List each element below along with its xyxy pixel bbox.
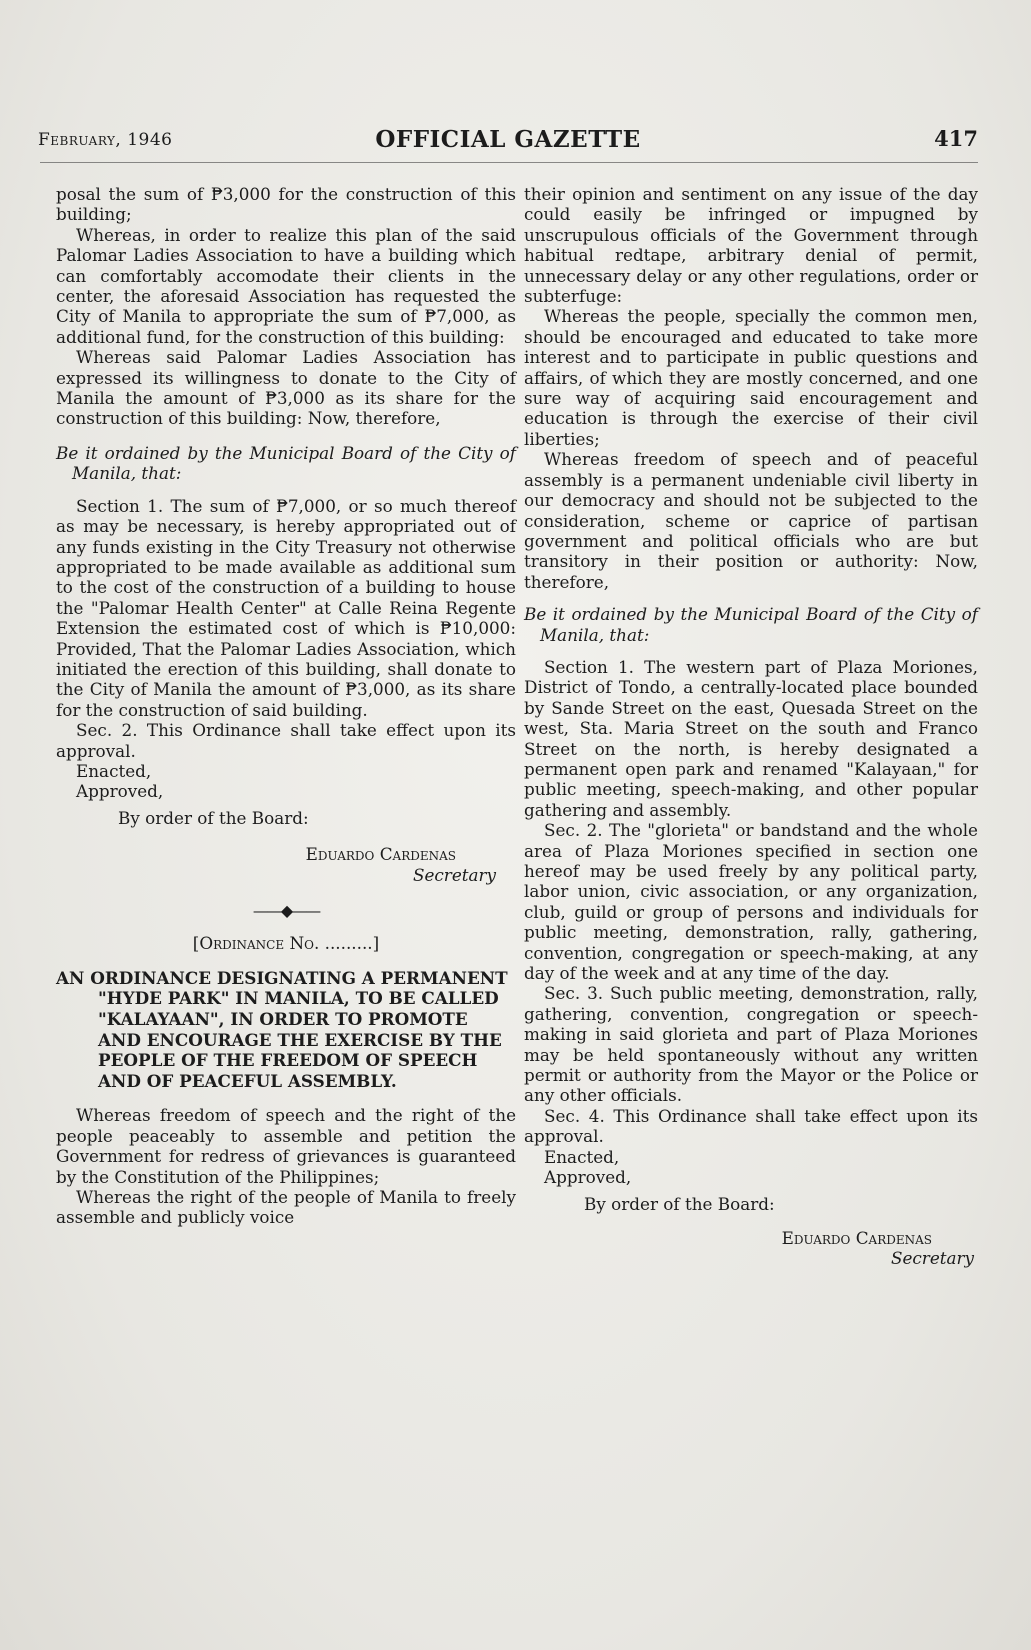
signatory-title: Secretary bbox=[412, 864, 496, 885]
header-rule bbox=[40, 162, 978, 163]
signatory-title: Secretary bbox=[890, 1248, 974, 1269]
section-3: Sec. 3. Such public meeting, demonstration, rally, gathering, convention, congregation or speech-making in said glorieta and part of Plaza Moriones may be held spontaneously without any written permit or authority from the Mayor or the Police or any other officials. bbox=[524, 983, 978, 1106]
page-number: 417 bbox=[934, 126, 978, 151]
ordinance-number: [Ordinance No. .........] bbox=[192, 933, 380, 954]
enacting-clause: Be it ordained by the Municipal Board of the City of Manila, that: bbox=[524, 604, 978, 645]
paragraph: posal the sum of ₱3,000 for the construction of this building; bbox=[56, 184, 516, 225]
whereas-clause: Whereas freedom of speech and of peaceful assembly is a permanent undeniable civil liberty in our democracy and should not be subjected to the consideration, scheme or caprice of partisan government and political officials who are but transitory in their position or authority: Now, therefore, bbox=[524, 449, 978, 592]
left-column bbox=[56, 184, 516, 1228]
enacted-label: Enacted, bbox=[76, 760, 152, 781]
signatory-name: Eduardo Cardenas bbox=[781, 1227, 932, 1248]
section-1: Section 1. The sum of ₱7,000, or so much thereof as may be necessary, is hereby appropriated out of any funds existing in the City Treasury not otherwise appropriated to be made available as additional sum to the cost of the construction of a building to house the "Palomar Health Center" at Calle Reina Regente Extension the estimated cost of which is ₱10,000: Provided, That the Palomar Ladies Association, which initiated the erection of this building, shall donate to the City of Manila the amount of ₱3,000, as its share for the construction of said building. bbox=[56, 495, 516, 720]
page-header bbox=[38, 122, 978, 156]
by-order-line: By order of the Board: bbox=[584, 1193, 775, 1214]
signatory-name: Eduardo Cardenas bbox=[305, 844, 456, 865]
whereas-clause: Whereas, in order to realize this plan of the said Palomar Ladies Association to have a building which can comfortably accomodate their clients in the center, the aforesaid Association has requested the City of Manila to appropriate the sum of ₱7,000, as additional fund, for the construction of this building: bbox=[56, 224, 516, 347]
section-divider: ——◆—— bbox=[252, 901, 320, 920]
section-1: Section 1. The western part of Plaza Moriones, District of Tondo, a centrally-located place bounded by Sande Street on the east, Quesada Street on the west, Sta. Maria Street on the south and Franco Street on the north, is hereby designated a permanent open park and renamed "Kalayaan," for public meeting, speech-making, and other popular gathering and assembly. bbox=[524, 656, 978, 820]
approved-label: Approved, bbox=[76, 781, 164, 802]
whereas-clause: Whereas freedom of speech and the right of the people peaceably to assemble and petition the Government for redress of grievances is guaranteed by the Constitution of the Philippines; bbox=[56, 1105, 516, 1187]
whereas-clause: Whereas the right of the people of Manila to freely assemble and publicly voice bbox=[56, 1187, 516, 1228]
whereas-clause: Whereas the people, specially the common men, should be encouraged and educated to take more interest and to participate in public questions and affairs, of which they are mostly concerned, and one sure way of acquiring said encouragement and education is through the exercise of their civil liberties; bbox=[524, 306, 978, 449]
paragraph: their opinion and sentiment on any issue of the day could easily be infringed or impugned by unscrupulous officials of the Government through habitual redtape, arbitrary denial of permit, unnecessary delay or any other regulations, order or subterfuge: bbox=[524, 184, 978, 307]
approved-label: Approved, bbox=[544, 1167, 632, 1188]
section-2: Sec. 2. The "glorieta" or bandstand and the whole area of Plaza Moriones specified in section one hereof may be used freely by any political party, labor union, civic association, or any organization, club, guild or group of persons and individuals for public meeting, demonstration, rally, gathering, convention, congregation or speech-making, at any day of the week and at any time of the day. bbox=[524, 820, 978, 984]
section-2: Sec. 2. This Ordinance shall take effect upon its approval. bbox=[56, 720, 516, 761]
enacting-clause: Be it ordained by the Municipal Board of the City of Manila, that: bbox=[56, 442, 516, 484]
by-order-line: By order of the Board: bbox=[118, 807, 309, 828]
enacted-label: Enacted, bbox=[544, 1146, 620, 1167]
section-4: Sec. 4. This Ordinance shall take effect upon its approval. bbox=[524, 1105, 978, 1147]
right-column bbox=[524, 184, 978, 1269]
header-publication-title: OFFICIAL GAZETTE bbox=[375, 126, 641, 153]
ordinance-title: AN ORDINANCE DESIGNATING A PERMANENT "HYDE PARK" IN MANILA, TO BE CALLED "KALAYAAN", IN ORDER TO PROMOTE AND ENCOURAGE THE EXERCISE BY THE PEOPLE OF THE FREEDOM OF SPEECH AND OF PEACEFUL ASSEMBLY. bbox=[56, 967, 508, 1091]
whereas-clause: Whereas said Palomar Ladies Association has expressed its willingness to donate to the City of Manila the amount of ₱3,000 as its share for the construction of this building: Now, therefore, bbox=[56, 347, 516, 429]
header-date: February, 1946 bbox=[38, 130, 173, 150]
